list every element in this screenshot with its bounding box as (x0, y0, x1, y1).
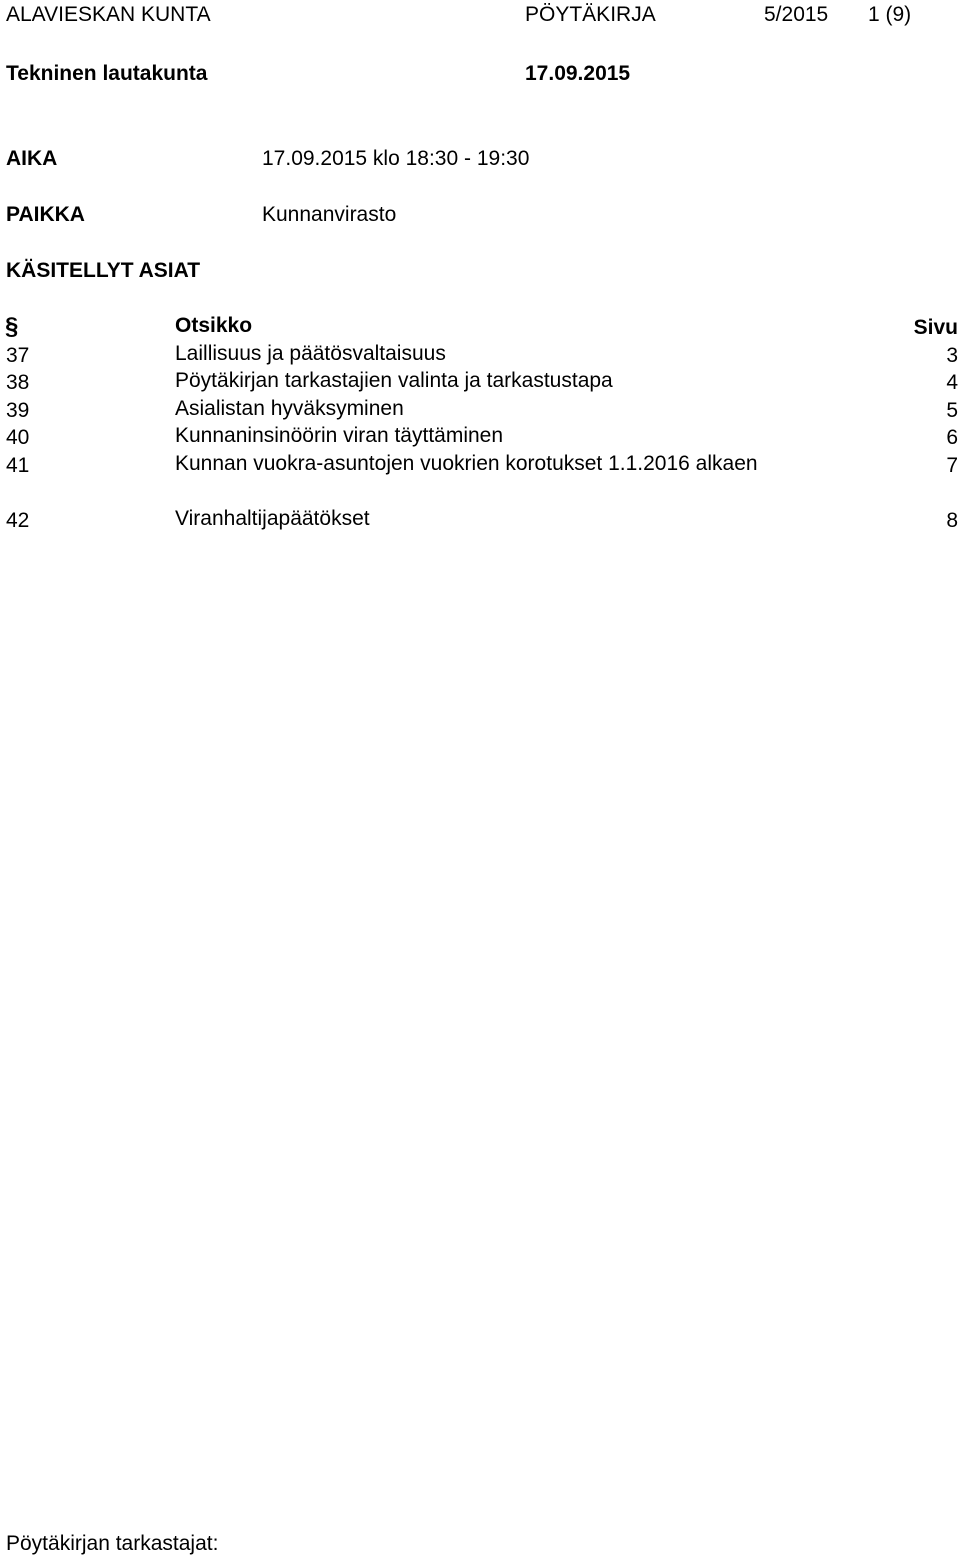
agenda-item-page: 5 (946, 398, 958, 422)
agenda-item-page: 6 (946, 426, 958, 449)
agenda-item-number: 40 (6, 426, 30, 449)
document-type: PÖYTÄKIRJA (525, 3, 656, 26)
agenda-item-number: 41 (6, 453, 30, 477)
agenda-row (0, 507, 960, 535)
agenda-item-page: 7 (946, 453, 958, 477)
agenda-item-title: Laillisuus ja päätösvaltaisuus (175, 341, 446, 365)
document-number: 5/2015 (764, 3, 829, 26)
committee-name: Tekninen lautakunta (6, 62, 208, 85)
agenda-row (0, 452, 960, 507)
meeting-date: 17.09.2015 (525, 62, 631, 85)
agenda-row (0, 397, 960, 425)
agenda-item-number: 39 (6, 398, 30, 422)
signers-label: Pöytäkirjan tarkastajat: (6, 1532, 219, 1555)
agenda-item-title: Pöytäkirjan tarkastajien valinta ja tarkastustapa (175, 369, 613, 392)
agenda-row (0, 369, 960, 397)
section-icon: § (5, 313, 19, 340)
column-header-page: Sivu (913, 316, 958, 339)
agenda-item-number: 38 (6, 371, 30, 394)
paikka-value: Kunnanvirasto (262, 203, 397, 226)
agenda-item-title: Asialistan hyväksyminen (175, 396, 404, 420)
agenda-row (0, 424, 960, 452)
agenda-item-title: Kunnaninsinöörin viran täyttäminen (175, 424, 504, 447)
agenda-item-page: 3 (946, 343, 958, 367)
column-header-title: Otsikko (175, 314, 253, 337)
section-title: KÄSITELLYT ASIAT (6, 259, 201, 282)
agenda-item-title: Kunnan vuokra-asuntojen vuokrien korotukset 1.1.2016 alkaen (175, 451, 758, 475)
organization-name: ALAVIESKAN KUNTA (6, 3, 211, 26)
agenda-header-row (0, 314, 960, 342)
agenda-item-number: 37 (6, 343, 30, 367)
aika-label: AIKA (6, 147, 58, 170)
aika-value: 17.09.2015 klo 18:30 - 19:30 (262, 147, 530, 170)
agenda-item-page: 8 (946, 508, 958, 532)
agenda-item-page: 4 (946, 371, 958, 394)
agenda-item-number: 42 (6, 508, 30, 532)
page-info: 1 (9) (868, 3, 912, 26)
agenda-item-title: Viranhaltijapäätökset (175, 506, 370, 530)
agenda-table (0, 314, 960, 534)
paikka-label: PAIKKA (6, 203, 85, 226)
agenda-row (0, 342, 960, 370)
